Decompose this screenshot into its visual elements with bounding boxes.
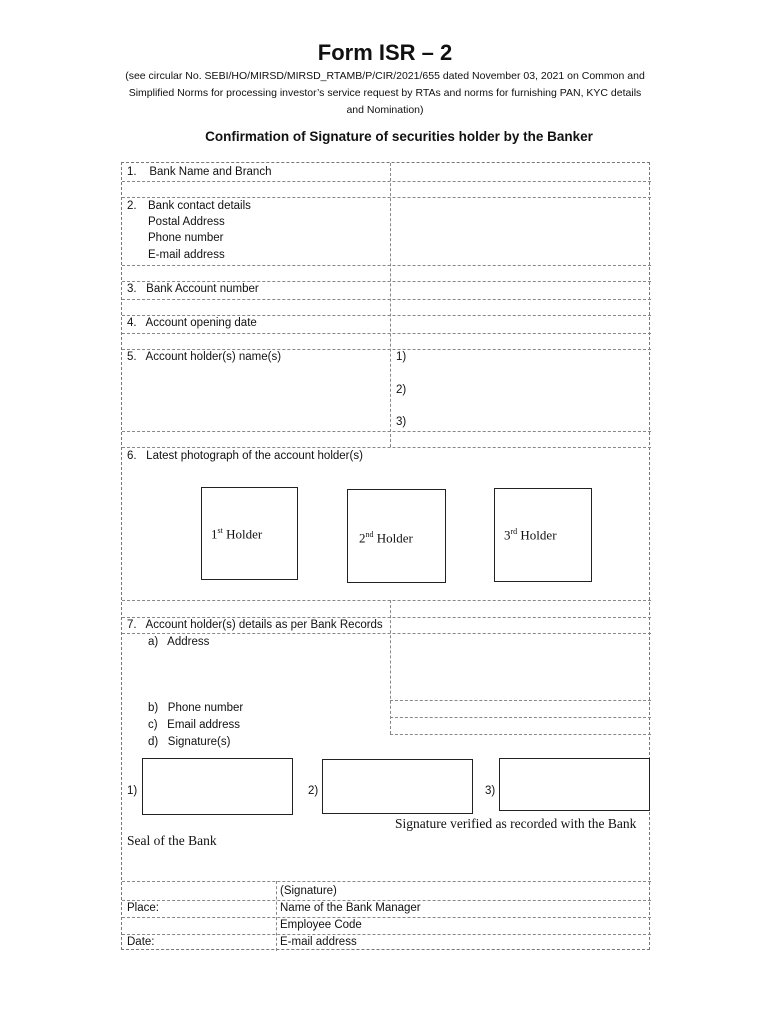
photo-label-2: 2nd Holder [359,530,413,546]
row-line [122,299,651,300]
signature-number-1: 1) [127,785,138,797]
manager-name-label: Name of the Bank Manager [280,902,421,914]
photo-label-3: 3rd Holder [504,527,557,543]
holder-details-label: 7. Account holder(s) details as per Bank Records [127,619,383,631]
row-line [122,181,651,182]
employee-code-label: Employee Code [280,919,362,931]
signature-number-3: 3) [485,785,496,797]
row-line [122,265,651,266]
photo-box-2 [347,489,446,583]
manager-email-label: E-mail address [280,936,357,948]
signature-verified-text: Signature verified as recorded with the Bank [395,816,637,831]
column-line [390,600,391,734]
phone-label: b) Phone number [148,702,244,714]
signature-box-3 [499,758,650,811]
email-label: c) Email address [148,719,241,731]
bank-account-number-label: 3. Bank Account number [127,283,259,295]
seal-of-bank-label: Seal of the Bank [127,833,217,848]
address-label: a) Address [148,636,210,648]
account-holder-names-label: 5. Account holder(s) name(s) [127,351,282,363]
photo-box-1 [201,487,298,580]
holder-name-1: 1) [396,351,407,363]
photo-label-1: 1st Holder [211,526,263,542]
row-line [122,917,651,918]
column-line [390,163,391,447]
row-line [122,881,651,882]
row-line [122,431,651,432]
photo-box-3 [494,488,592,582]
phone-number-label: Phone number [148,232,224,244]
circular-line-1: (see circular No. SEBI/HO/MIRSD/MIRSD_RTAMB/P/CIR/2021/655 dated November 03, 2021 on Common and [125,70,645,82]
circular-reference [100,68,670,119]
signature-number-2: 2) [308,785,319,797]
row-line [122,600,651,601]
holder-name-3: 3) [396,416,407,428]
form-table [121,162,650,950]
row-line [122,333,651,334]
email-address-label: E-mail address [148,249,225,261]
bank-name-label: 1. Bank Name and Branch [127,166,272,178]
column-line [276,881,277,951]
holder-name-2: 2) [396,384,407,396]
account-opening-date-label: 4. Account opening date [127,317,257,329]
place-label: Place: [127,902,159,914]
bank-contact-number: 2. [127,200,137,212]
row-line [122,934,651,935]
row-line [390,700,651,701]
form-subtitle: Confirmation of Signature of securities holder by the Banker [205,129,593,144]
bank-contact-label: Bank contact details [148,200,251,212]
signatures-label: d) Signature(s) [148,736,231,748]
form-title: Form ISR – 2 [317,40,453,65]
signature-label: (Signature) [280,885,337,897]
row-line [390,717,651,718]
signature-box-1 [142,758,293,815]
circular-line-3: and Nomination) [346,104,424,116]
date-label: Date: [127,936,155,948]
row-line [390,734,651,735]
signature-box-2 [322,759,473,814]
postal-address-label: Postal Address [148,216,225,228]
photograph-label: 6. Latest photograph of the account holder(s) [127,450,363,462]
circular-line-2: Simplified Norms for processing investor’s service request by RTAs and norms for furnishing PAN, KYC details [128,87,642,99]
